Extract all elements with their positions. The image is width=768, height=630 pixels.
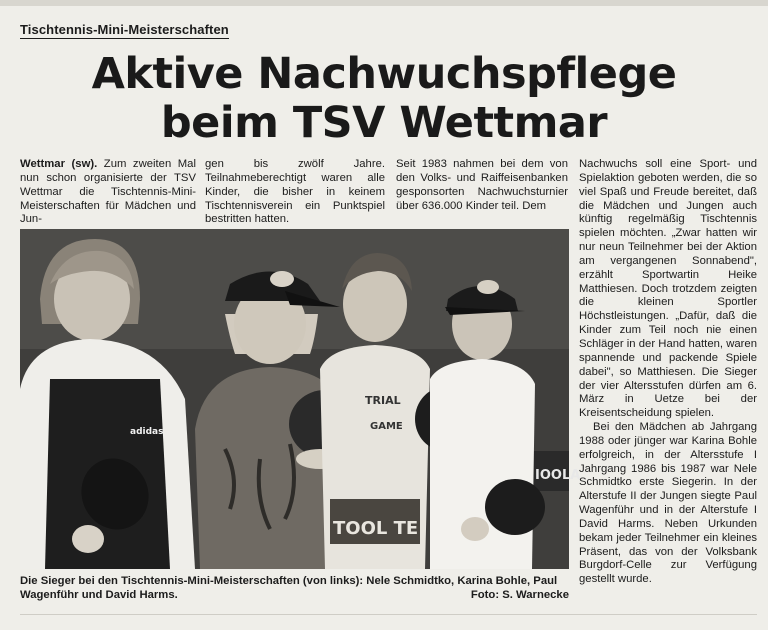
- shirt-text-tool: TOOL TE: [333, 518, 419, 539]
- article-column-2: [205, 158, 385, 227]
- page-top-edge: [0, 0, 768, 6]
- article-column-1: [20, 158, 196, 227]
- article-column-4: [579, 158, 757, 587]
- article-photo: [20, 229, 581, 569]
- column-4-paragraph-2: Bei den Mädchen ab Jahrgang 1988 oder jünger war Karina Bohle erfolgreich, in der Altersstufe I Jahrgang 1986 bis 1987 war Nele Schmidtko erste Siegerin. In der Alterstufe II der Jungen siegte Paul Wagenführ und in der Alterstufe I David Harms. Neben Urkunden bekam jeder Teilnehmer ein kleines Präsent, das von der Volksbank Burgdorf-Celle zur Verfügung gestellt wurde.: [579, 421, 757, 586]
- article-kicker: Tischtennis-Mini-Meisterschaften: [20, 22, 229, 37]
- column-1-text: Zum zweiten Mal nun schon organisierte der TSV Wettmar die Tischtennis-Mini-Meisterschaften für Mädchen und Jun-: [20, 158, 196, 226]
- shirt-text-trial: TRIAL: [365, 394, 401, 407]
- photo-illustration: [20, 229, 581, 569]
- article-headline: [0, 50, 768, 148]
- headline-line-2: beim TSV Wettmar: [160, 98, 608, 148]
- headline-line-1: Aktive Nachwuchspflege: [91, 49, 677, 99]
- photo-caption: Die Sieger bei den Tischtennis-Mini-Meisterschaften (von links): Nele Schmidtko, Karina Bohle, Paul Wagenführ und David Harms.: [20, 575, 558, 601]
- article-column-3: [396, 158, 568, 213]
- column-4-paragraph-1: Nachwuchs soll eine Sport- und Spielaktion geboten werden, die so viel Spaß und Freude bereitet, daß die Mädchen und Jungen auch künftig regelmäßig Tischtennis spielen möchten. „Zwar hatten wir nur neun Teilnehmer bei der Aktion am vergangenen Sonnabend", erzählt Sportwartin Heike Matthiesen. Doch trotzdem zeigten die kleinen Sportler Höchstleistungen. „Dafür, daß die Kinder zum Teil noch nie einen Schläger in der Hand hatten, waren spannende und packende Spiele dabei", so Matthiesen. Die Sieger der vier Altersstufen dürfen am 6. März in Uetze bei der Kreisentscheidung spielen.: [579, 158, 757, 420]
- shirt-text-adidas: adidas: [130, 427, 164, 437]
- shirt-text-game: GAME: [370, 421, 403, 432]
- column-3-text: Seit 1983 nahmen bei dem von den Volks- und Raiffeisenbanken gesponsorten Nachwuchsturnier über 636.000 Kinder teil. Dem: [396, 158, 568, 212]
- photo-credit: Foto: S. Warnecke: [470, 589, 569, 601]
- bottom-divider: [20, 614, 757, 615]
- column-2-text: gen bis zwölf Jahre. Teilnahmeberechtigt waren alle Kinder, die bisher in keinem Tischtennisverein ein Punktspiel bestritten hatten.: [205, 158, 385, 226]
- table-brand-text: IOOLA: [535, 468, 581, 483]
- dateline: Wettmar (sw).: [20, 158, 98, 170]
